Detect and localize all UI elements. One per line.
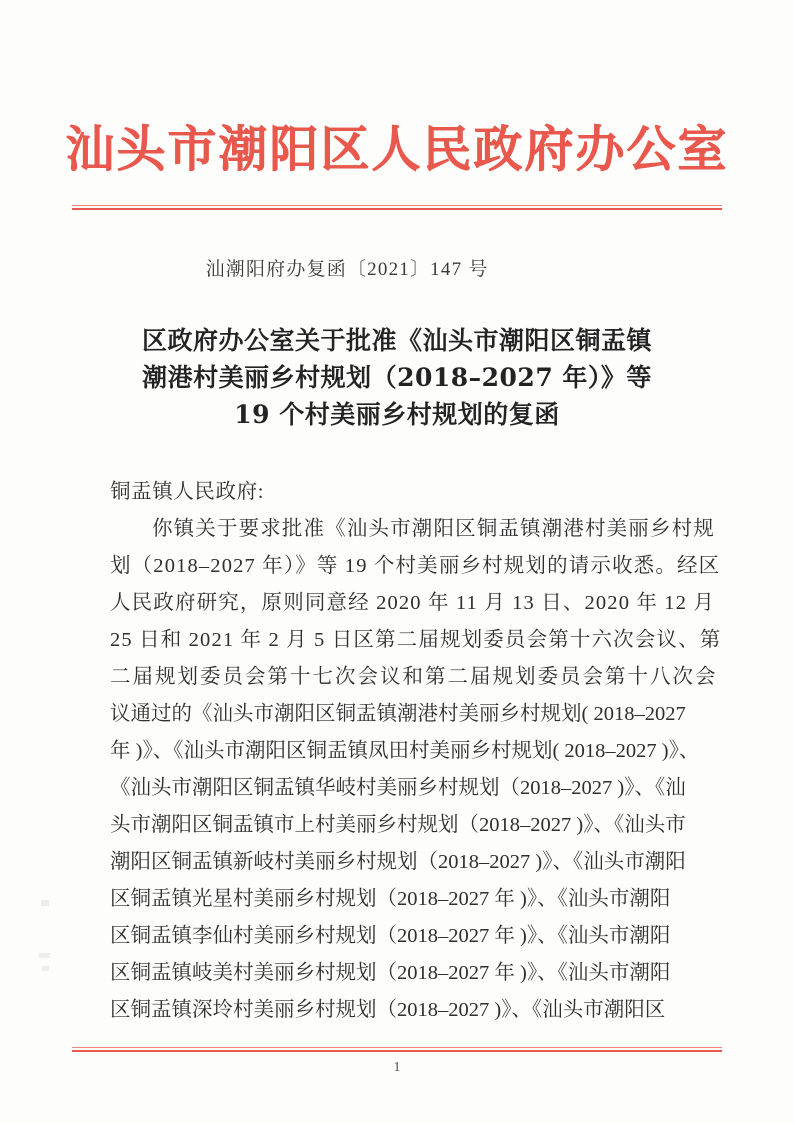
body-paragraph (110, 511, 722, 1029)
body-line: 划（2018–2027 年）》等 19 个村美丽乡村规划的请示收悉。经区 (110, 555, 721, 577)
divider-thick-line (72, 1050, 722, 1052)
body-line: 区铜盂镇岐美村美丽乡村规划（2018–2027 年 )》、《汕头市潮阳 (110, 962, 671, 984)
document-number: 汕潮阳府办复函〔2021〕147 号 (205, 259, 489, 280)
body-line: 《汕头市潮阳区铜盂镇华岐村美丽乡村规划（2018–2027 )》、《汕 (110, 777, 686, 799)
body-line: 年 )》、《汕头市潮阳区铜盂镇凤田村美丽乡村规划( 2018–2027 )》、 (110, 740, 700, 762)
salutation: 铜盂镇人民政府: (110, 481, 264, 503)
body-line: 区铜盂镇深坽村美丽乡村规划（2018–2027 )》、《汕头市潮阳区 (110, 999, 666, 1021)
document-title-line-3: 19 个村美丽乡村规划的复函 (234, 400, 560, 429)
scan-speckle (42, 966, 49, 971)
scan-speckle (39, 953, 50, 958)
body-line: 人民政府研究，原则同意经 2020 年 11 月 13 日、2020 年 12 月 (110, 592, 716, 614)
document-title (97, 322, 697, 433)
scan-speckle (41, 900, 49, 906)
document-title-line-1: 区政府办公室关于批准《汕头市潮阳区铜盂镇 (141, 326, 652, 355)
body-line: 潮阳区铜盂镇新岐村美丽乡村规划（2018–2027 )》、《汕头市潮阳 (110, 851, 686, 873)
masthead (0, 122, 794, 177)
body-line: 区铜盂镇李仙村美丽乡村规划（2018–2027 年 )》、《汕头市潮阳 (110, 925, 671, 947)
body-line: 25 日和 2021 年 2 月 5 日区第二届规划委员会第十六次会议、第 (110, 629, 722, 651)
body-line: 二届规划委员会第十七次会议和第二届规划委员会第十八次会 (110, 666, 718, 688)
footer-red-divider (72, 1047, 722, 1052)
issuing-organization-title: 汕头市潮阳区人民政府办公室 (65, 120, 729, 178)
body-line: 头市潮阳区铜盂镇市上村美丽乡村规划（2018–2027 )》、《汕头市 (110, 814, 686, 836)
header-red-divider (72, 205, 722, 210)
page-number: 1 (393, 1060, 401, 1075)
body-line: 你镇关于要求批准《汕头市潮阳区铜盂镇潮港村美丽乡村规 (152, 518, 715, 540)
divider-thick-line (72, 208, 722, 210)
body-line: 区铜盂镇光星村美丽乡村规划（2018–2027 年 )》、《汕头市潮阳 (110, 888, 671, 910)
document-title-line-2: 潮港村美丽乡村规划（2018–2027 年）》等 (142, 363, 652, 392)
body-line: 议通过的《汕头市潮阳区铜盂镇潮港村美丽乡村规划( 2018–2027 (110, 703, 686, 725)
document-body (110, 474, 722, 1029)
